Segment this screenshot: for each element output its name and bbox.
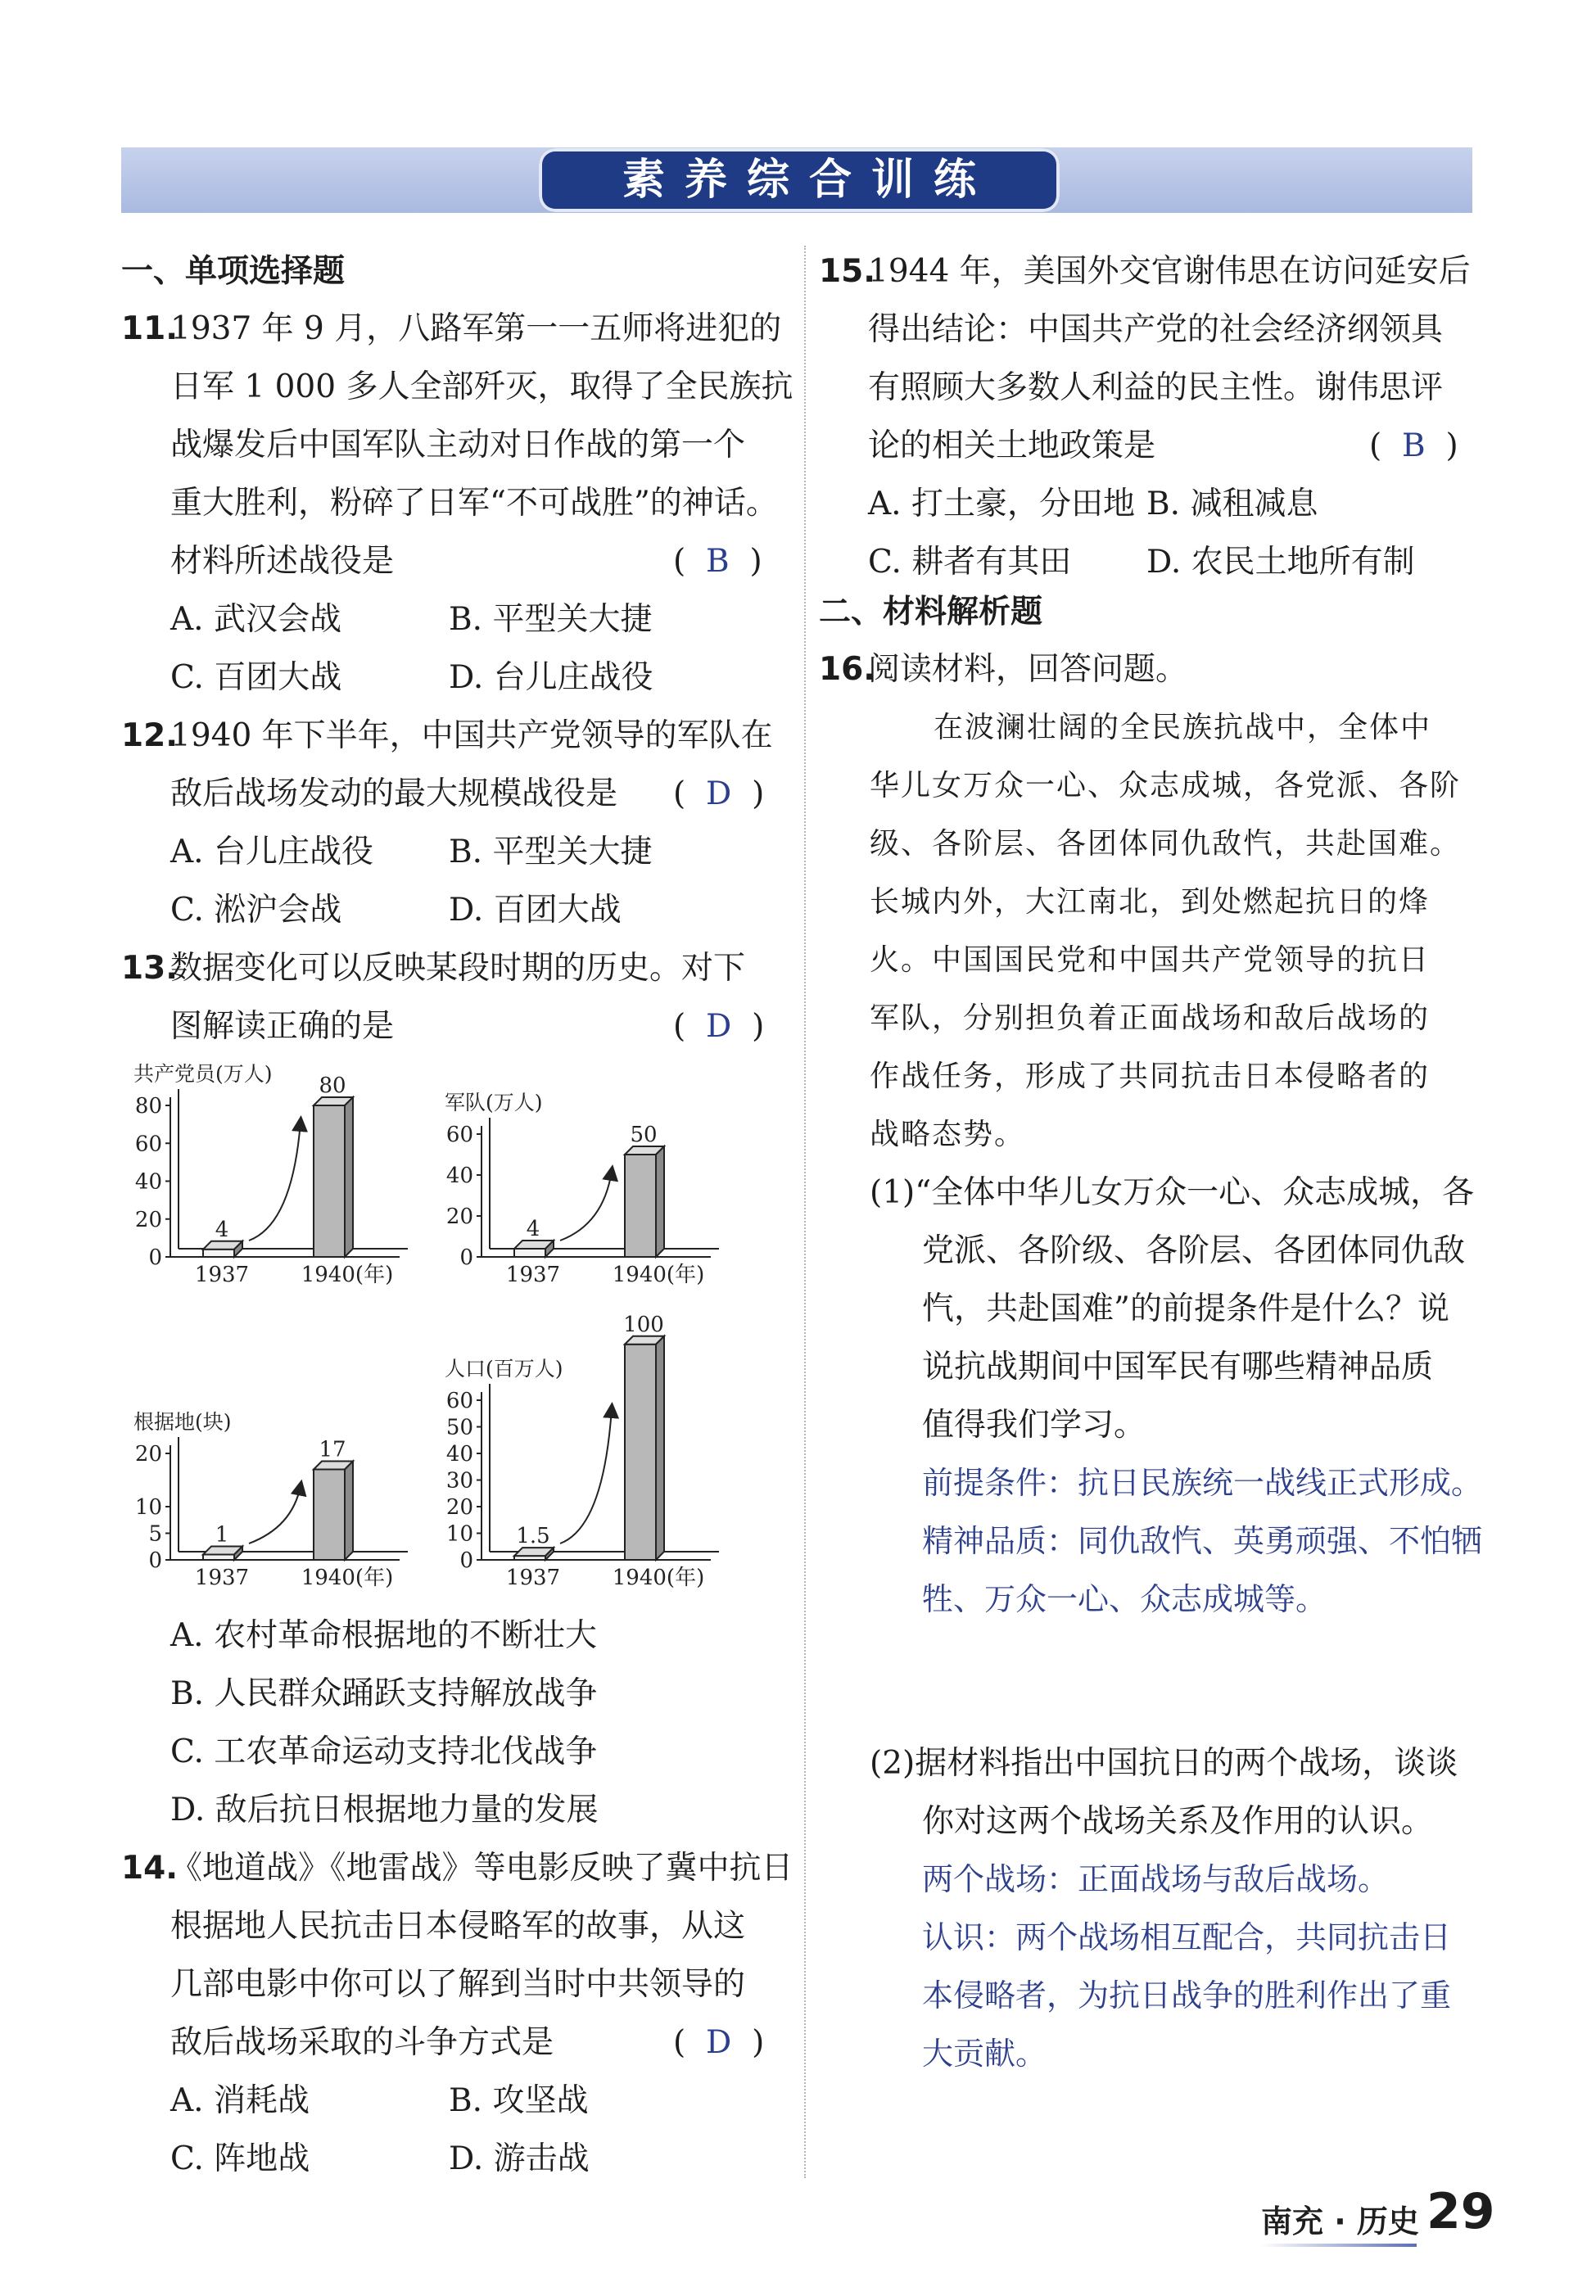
chart-data-label: 17: [319, 1437, 346, 1462]
chart-category-label: 1937: [194, 1566, 250, 1590]
q15-option-a: A. 打土豪，分田地: [868, 486, 1135, 522]
q15-answer-letter: B: [1402, 427, 1426, 464]
q14-line: 敌后战场采取的斗争方式是: [170, 2024, 554, 2061]
q16-sub2-answer: 认识：两个战场相互配合，共同抗击日: [922, 1919, 1452, 1955]
chart-tick-label: 60: [445, 1389, 473, 1413]
q11-answer: ( B ): [673, 543, 762, 580]
q14-answer-letter: D: [706, 2024, 732, 2061]
chart-trend-arrow: [560, 1171, 612, 1241]
q16-sub1-answer: 精神品质：同仇敌忾、英勇顽强、不怕牺: [922, 1523, 1483, 1559]
q16-sub1-line: 党派、各阶级、各阶层、各团体同仇敌: [922, 1232, 1466, 1269]
chart-data-label: 80: [319, 1073, 346, 1098]
q14-answer: ( D ): [673, 2024, 765, 2061]
q12-answer-letter: D: [706, 775, 732, 812]
chart-tick-label: 60: [445, 1123, 473, 1147]
q14-option-a: A. 消耗战: [170, 2082, 310, 2119]
chart-category-label: 1937: [194, 1263, 250, 1287]
q11-line: 战爆发后中国军队主动对日作战的第一个: [170, 427, 746, 463]
chart-tick-label: 20: [134, 1442, 162, 1467]
q16-sub2-line: 你对这两个战场关系及作用的认识。: [922, 1803, 1434, 1840]
q16-sub1-line: 说抗战期间中国军民有哪些精神品质: [922, 1349, 1434, 1385]
q11-option-b: B. 平型关大捷: [449, 601, 653, 638]
q16-sub1-line: 值得我们学习。: [922, 1407, 1146, 1444]
q12-option-a: A. 台儿庄战役: [170, 834, 373, 870]
q15-number: 15.: [819, 253, 876, 290]
chart-category-label: 1940(年): [612, 1566, 705, 1590]
q16-passage-line: 作战任务，形成了共同抗击日本侵略者的: [870, 1060, 1431, 1093]
chart-tick-label: 0: [459, 1245, 473, 1270]
chart-title: 共产党员(万人): [133, 1062, 273, 1086]
chart-bar-side: [345, 1097, 353, 1257]
chart-bar: [203, 1250, 234, 1257]
q14-line: 根据地人民抗击日本侵略军的故事，从这: [170, 1908, 746, 1945]
chart-tick-label: 20: [445, 1495, 473, 1520]
chart-tick-label: 30: [445, 1468, 473, 1494]
q16-number: 16.: [819, 651, 876, 688]
chart-data-label: 100: [623, 1312, 664, 1337]
q15-line: 得出结论：中国共产党的社会经济纲领具: [868, 311, 1444, 348]
q12-option-b: B. 平型关大捷: [449, 834, 653, 870]
q16-sub1-line: 忾，共赴国难”的前提条件是什么？说: [922, 1290, 1449, 1327]
bar-charts: [121, 1056, 793, 1613]
chart-trend-arrow: [249, 1122, 301, 1241]
chart-category-label: 1940(年): [301, 1566, 394, 1590]
chart-bar-side: [345, 1462, 353, 1561]
q15-option-c: C. 耕者有其田: [868, 544, 1072, 581]
q16-sub2-answer: 大贡献。: [922, 2036, 1047, 2072]
chart-category-label: 1940(年): [301, 1263, 394, 1287]
chart-tick-label: 60: [134, 1132, 162, 1157]
q14-option-c: C. 阵地战: [170, 2140, 310, 2177]
footer-label: 南充 · 历史: [1261, 2203, 1419, 2240]
chart-tick-label: 40: [445, 1164, 473, 1188]
q12-answer: ( D ): [673, 775, 765, 812]
q11-answer-letter: B: [706, 543, 730, 580]
chart-tick-label: 10: [445, 1521, 473, 1547]
q12-line: 1940 年下半年，中国共产党领导的军队在: [170, 717, 773, 754]
chart-bar: [314, 1470, 345, 1561]
q13-option-d: D. 敌后抗日根据地力量的发展: [170, 1792, 599, 1828]
chart-tick-label: 50: [445, 1415, 473, 1440]
q15-answer: ( B ): [1369, 427, 1458, 464]
q16-sub1-answer: 牲、万众一心、众志成城等。: [922, 1581, 1327, 1617]
chart-tick-label: 0: [148, 1245, 162, 1270]
chart-category-label: 1937: [505, 1263, 561, 1287]
chart-tick-label: 0: [459, 1548, 473, 1573]
q16-passage-line: 华儿女万众一心、众志成城，各党派、各阶: [870, 769, 1462, 802]
chart-category-label: 1940(年): [612, 1263, 705, 1287]
column-divider: [804, 246, 806, 2178]
q15-option-d: D. 农民土地所有制: [1146, 544, 1415, 581]
chart-data-label: 1.5: [516, 1524, 550, 1549]
q16-passage-line: 军队，分别担负着正面战场和敌后战场的: [870, 1001, 1431, 1035]
q15-option-b: B. 减租减息: [1146, 486, 1318, 522]
q11-option-d: D. 台儿庄战役: [449, 659, 653, 696]
page-number: 29: [1426, 2183, 1495, 2240]
chart-bar: [625, 1155, 656, 1257]
q11-option-c: C. 百团大战: [170, 659, 342, 696]
q13-answer: ( D ): [673, 1008, 765, 1045]
q13-option-b: B. 人民群众踊跃支持解放战争: [170, 1675, 598, 1712]
chart-tick-label: 40: [445, 1442, 473, 1467]
q11-option-a: A. 武汉会战: [170, 601, 341, 638]
section-title-multiple-choice: 一、单项选择题: [121, 253, 346, 290]
chart-tick-label: 80: [134, 1094, 162, 1119]
q12-option-d: D. 百团大战: [449, 892, 622, 929]
q15-line: 有照顾大多数人利益的民主性。谢伟思评: [868, 369, 1444, 406]
q14-option-b: B. 攻坚战: [449, 2082, 589, 2119]
chart-trend-arrow: [560, 1408, 612, 1543]
chart-bar: [314, 1105, 345, 1257]
q16-passage-line: 长城内外，大江南北，到处燃起抗日的烽: [870, 885, 1431, 919]
q16-intro: 阅读材料，回答问题。: [868, 651, 1188, 688]
q14-line: 《地道战》《地雷战》等电影反映了冀中抗日: [170, 1850, 793, 1887]
chart-tick-label: 40: [134, 1169, 162, 1195]
q16-sub1-line: (1)“全体中华儿女万众一心、众志成城，各: [870, 1174, 1475, 1211]
q14-option-d: D. 游击战: [449, 2140, 590, 2177]
q16-sub1-answer: 前提条件：抗日民族统一战线正式形成。: [922, 1465, 1483, 1501]
q11-line: 1937 年 9 月，八路军第一一五师将进犯的: [170, 310, 782, 347]
q16-sub2-line: (2)据材料指出中国抗日的两个战场，谈谈: [870, 1745, 1458, 1782]
chart-data-label: 4: [215, 1217, 229, 1242]
q16-passage-line: 火。中国国民党和中国共产党领导的抗日: [870, 943, 1431, 977]
q12-option-c: C. 淞沪会战: [170, 892, 342, 929]
chart-bar: [514, 1249, 545, 1257]
q16-passage-line: 在波澜壮阔的全民族抗战中，全体中: [934, 711, 1432, 744]
banner-title: 素养综合训练: [622, 156, 996, 205]
q11-line: 材料所述战役是: [170, 543, 395, 580]
chart-bar-side: [656, 1336, 664, 1560]
chart-bar: [625, 1345, 656, 1560]
chart-data-label: 1: [215, 1522, 229, 1548]
q16-sub2-answer: 本侵略者，为抗日战争的胜利作出了重: [922, 1977, 1452, 2014]
chart-bar-side: [656, 1146, 664, 1257]
footer-underline: [1261, 2244, 1417, 2247]
q16-sub2-answer: 两个战场：正面战场与敌后战场。: [922, 1861, 1390, 1897]
chart-data-label: 4: [526, 1217, 540, 1241]
q13-line: 图解读正确的是: [170, 1008, 395, 1045]
chart-tick-label: 0: [148, 1548, 162, 1573]
q14-line: 几部电影中你可以了解到当时中共领导的: [170, 1966, 746, 2003]
q12-line: 敌后战场发动的最大规模战役是: [170, 775, 618, 812]
q13-option-a: A. 农村革命根据地的不断壮大: [170, 1617, 597, 1654]
section-title-material-analysis: 二、材料解析题: [819, 594, 1043, 630]
chart-tick-label: 20: [134, 1207, 162, 1232]
chart-title: 人口(百万人): [445, 1357, 563, 1381]
q14-number: 14.: [121, 1850, 179, 1887]
q11-number: 11.: [121, 310, 179, 347]
q13-option-c: C. 工农革命运动支持北伐战争: [170, 1733, 598, 1770]
chart-tick-label: 20: [445, 1204, 473, 1229]
q12-number: 12.: [121, 717, 179, 754]
q13-number: 13.: [121, 950, 179, 987]
q13-line: 数据变化可以反映某段时期的历史。对下: [170, 950, 746, 987]
chart-tick-label: 5: [148, 1521, 162, 1547]
chart-title: 根据地(块): [133, 1410, 232, 1434]
q16-passage-line: 战略态势。: [870, 1118, 1026, 1151]
chart-category-label: 1937: [505, 1566, 561, 1590]
chart-data-label: 50: [630, 1123, 658, 1147]
q15-line: 1944 年，美国外交官谢伟思在访问延安后: [868, 253, 1471, 290]
q15-line: 论的相关土地政策是: [868, 427, 1156, 464]
q16-passage-line: 级、各阶层、各团体同仇敌忾，共赴国难。: [870, 827, 1462, 861]
chart-tick-label: 10: [134, 1495, 162, 1520]
q13-answer-letter: D: [706, 1008, 732, 1045]
q11-line: 重大胜利，粉碎了日军“不可战胜”的神话。: [170, 485, 778, 522]
chart-trend-arrow: [249, 1486, 301, 1544]
q11-line: 日军 1 000 多人全部歼灭，取得了全民族抗: [170, 368, 793, 405]
chart-title: 军队(万人): [445, 1091, 543, 1114]
